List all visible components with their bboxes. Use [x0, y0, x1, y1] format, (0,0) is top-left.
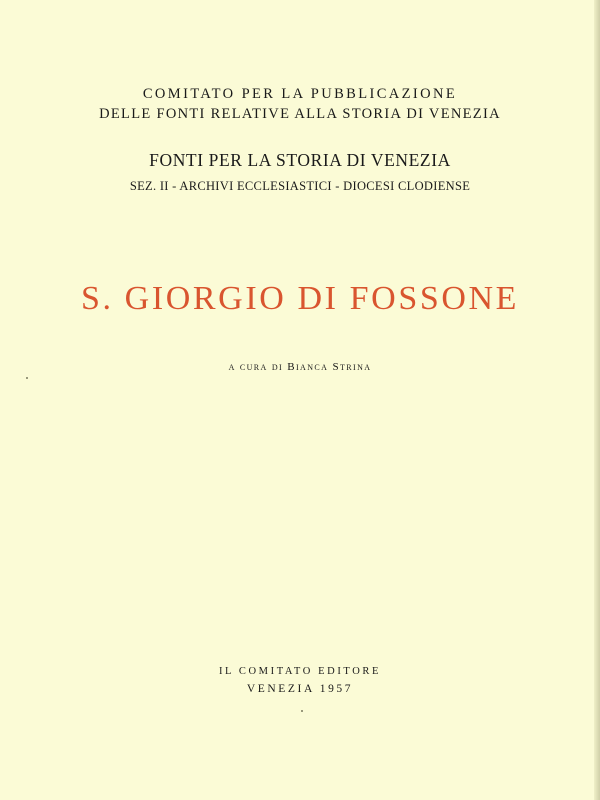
- paper-speck: [26, 377, 28, 379]
- series-title: FONTI PER LA STORIA DI VENEZIA: [149, 150, 451, 170]
- series-subtitle: SEZ. II - ARCHIVI ECCLESIASTICI - DIOCESI CLODIENSE: [129, 179, 471, 193]
- book-title: S. GIORGIO DI FOSSONE: [80, 280, 520, 317]
- paper-speck: [301, 710, 303, 712]
- editor-credit: a cura di Bianca Strina: [228, 361, 372, 373]
- publication-place-year: VENEZIA 1957: [246, 683, 354, 695]
- publisher-name: IL COMITATO EDITORE: [218, 666, 382, 677]
- page-edge-shadow: [594, 0, 600, 800]
- committee-name-line-1: COMITATO PER LA PUBBLICAZIONE: [142, 86, 458, 102]
- committee-name-line-2: DELLE FONTI RELATIVE ALLA STORIA DI VENEZIA: [99, 106, 501, 122]
